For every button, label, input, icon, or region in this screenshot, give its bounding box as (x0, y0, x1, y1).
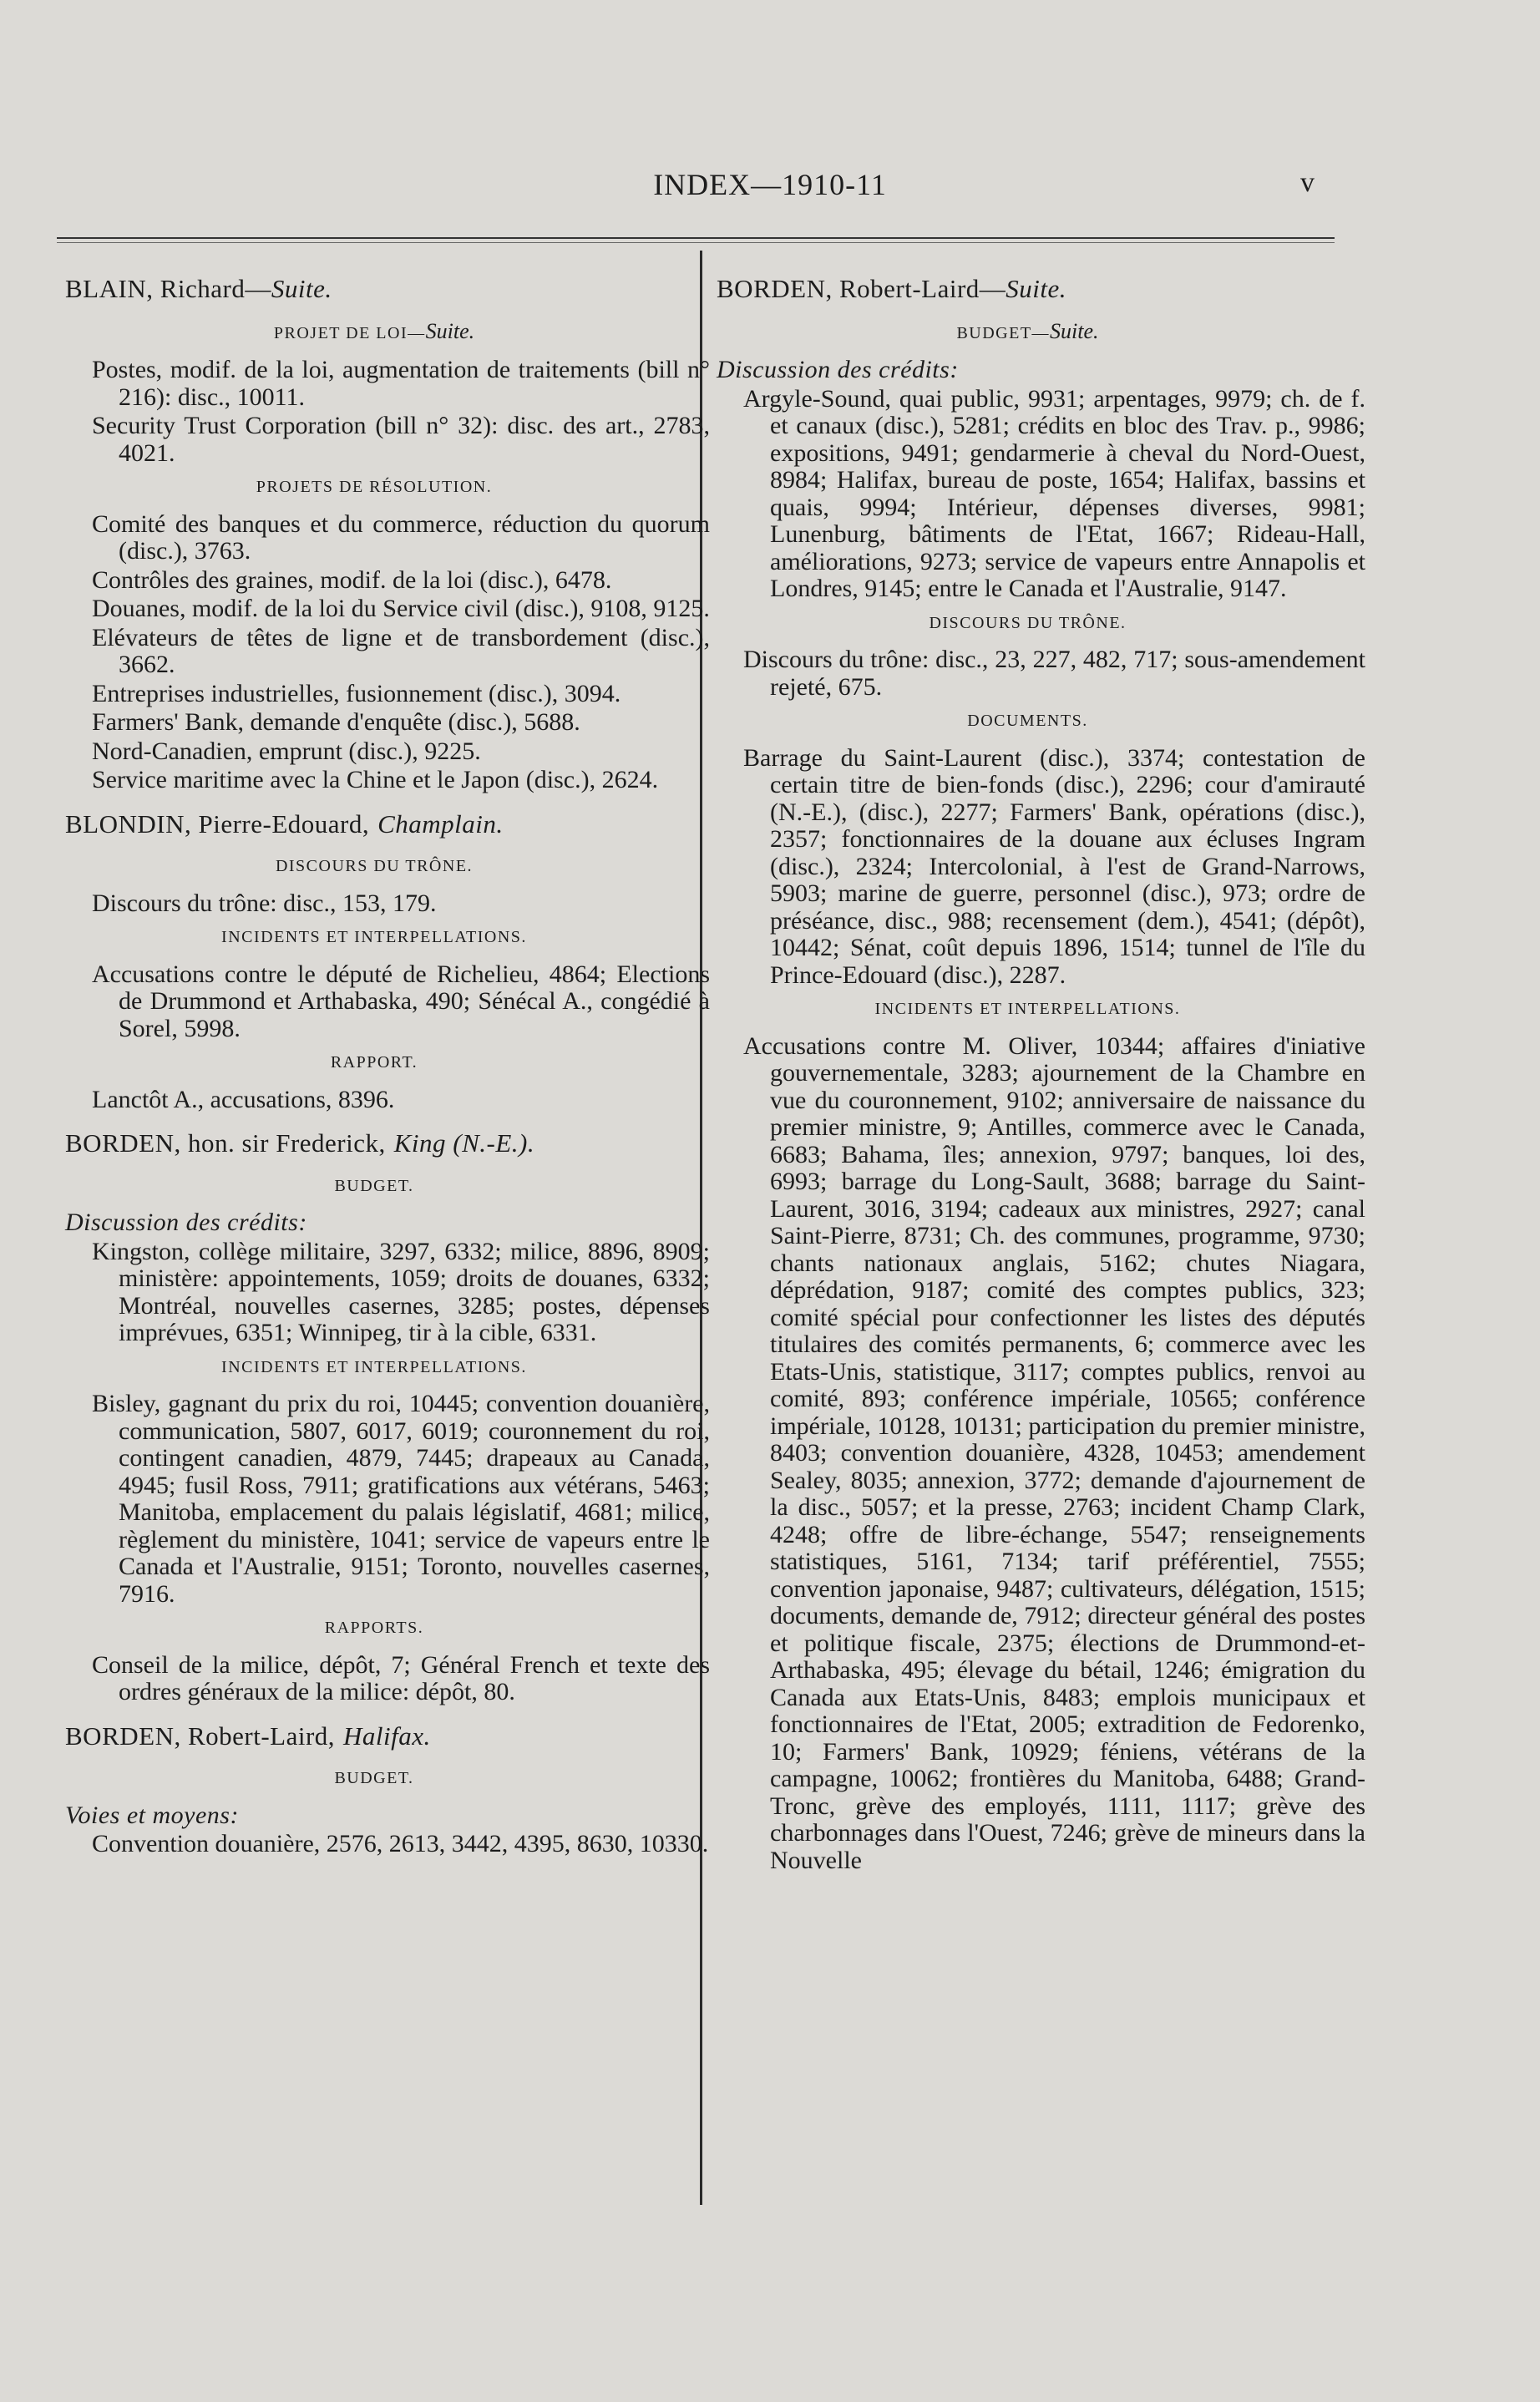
section-heading-documents: DOCUMENTS. (967, 712, 1088, 730)
entry-name-blondin: BLONDIN, Pierre-Edouard, Champlain. (65, 808, 504, 839)
section-heading-budget-suite: BUDGET—Suite. (956, 318, 1099, 343)
index-entry: Farmers' Bank, demande d'enquête (disc.), 5688. (92, 708, 580, 736)
subheading-discussion-des-credits: Discussion des crédits: (717, 356, 959, 383)
section-heading-incidents: INCIDENTS ET INTERPELLATIONS. (874, 1000, 1181, 1018)
section-heading-incidents: INCIDENTS ET INTERPELLATIONS. (221, 1357, 527, 1376)
index-entry: Bisley, gagnant du prix du roi, 10445; convention douanière, communication, 5807, 6017, 6019; couronnement du roi, contingent canadien, 4879, 7445; drapeaux au Canada, 4945; fusil Ross, 7911; gratifications aux vétérans, 5463; Manitoba, emplacement du palais législatif, 4681; milice, règlement du ministère, 1041; service de vapeurs entre le Canada et l'Australie, 9151; Toronto, nouvelles casernes, 7916. (92, 1390, 710, 1608)
left-column (65, 274, 710, 1860)
index-entry: Discours du trône: disc., 153, 179. (92, 889, 437, 917)
index-entry: Elévateurs de têtes de ligne et de transbordement (disc.), 3662. (92, 623, 710, 678)
subheading-voies-et-moyens: Voies et moyens: (65, 1801, 239, 1829)
page-title: INDEX—1910-11 (653, 168, 887, 201)
index-entry: Conseil de la milice, dépôt, 7; Général French et texte des ordres généraux de la milice: dépôt, 80. (92, 1650, 710, 1705)
index-entry: Discours du trône: disc., 23, 227, 482, 717; sous-amendement rejeté, 675. (743, 646, 1365, 701)
index-entry: Security Trust Corporation (bill n° 32): disc. des art., 2783, 4021. (92, 412, 710, 467)
entry-name-borden-robert-suite: BORDEN, Robert-Laird—Suite. (717, 274, 1067, 303)
section-heading-discours-du-trone: DISCOURS DU TRÔNE. (929, 613, 1127, 632)
header-rule (57, 237, 1335, 243)
subheading-discussion-des-credits: Discussion des crédits: (65, 1209, 307, 1236)
entry-name-borden-robert: BORDEN, Robert-Laird, Halifax. (65, 1720, 431, 1751)
section-heading-rapport: RAPPORT. (330, 1053, 418, 1072)
index-entry: Lanctôt A., accusations, 8396. (92, 1085, 395, 1113)
page-header (0, 167, 1540, 217)
entry-name-blain: BLAIN, Richard—Suite. (65, 274, 332, 303)
index-entry: Argyle-Sound, quai public, 9931; arpentages, 9979; ch. de f. et canaux (disc.), 5281; crédits en bloc des Trav. p., 9986; expositions, 9491; gendarmerie à cheval du Nord-Ouest, 8984; Halifax, bureau de poste, 1654; Halifax, bassins et quais, 9994; Intérieur, dépenses diverses, 9981; Lunenburg, bâtiments de l'Etat, 1667; Rideau-Hall, améliorations, 9273; service de vapeurs entre Annapolis et Londres, 9145; entre le Canada et l'Australie, 9147. (743, 384, 1365, 602)
index-entry: Douanes, modif. de la loi du Service civil (disc.), 9108, 9125. (92, 595, 710, 622)
right-column (717, 274, 1365, 1876)
section-heading-discours-du-trone: DISCOURS DU TRÔNE. (275, 857, 474, 875)
section-heading-budget: BUDGET. (334, 1176, 414, 1195)
index-entry: Comité des banques et du commerce, réduction du quorum (disc.), 3763. (92, 509, 710, 565)
section-heading-rapports: RAPPORTS. (324, 1619, 424, 1637)
index-entry: Barrage du Saint-Laurent (disc.), 3374; contestation de certain titre de bien-fonds (disc.), 2296; cour d'amirauté (N.-E.), (disc.), 2277; Farmers' Bank, opérations (disc.), 2357; fonctionnaires de la douane aux écluses Ingram (disc.), 2324; Intercolonial, à l'est de Grand-Narrows, 5903; marine de guerre, personnel (disc.), 973; ordre de préséance, disc., 988; recensement (dem.), 4541; (dépôt), 10442; Sénat, coût depuis 1896, 1514; tunnel de l'île du Prince-Edouard (disc.), 2287. (743, 743, 1365, 989)
index-entry: Postes, modif. de la loi, augmentation de traitements (bill n° 216): disc., 10011. (92, 356, 710, 411)
section-heading-projet-de-loi: PROJET DE LOI—Suite. (273, 318, 475, 343)
index-entry: Contrôles des graines, modif. de la loi (disc.), 6478. (92, 565, 612, 594)
section-heading-projets-de-resolution: PROJETS DE RÉSOLUTION. (256, 478, 493, 496)
index-entry: Entreprises industrielles, fusionnement (disc.), 3094. (92, 679, 621, 707)
index-entry: Service maritime avec la Chine et le Japon (disc.), 2624. (92, 766, 659, 793)
page-number: v (1300, 167, 1315, 198)
section-heading-budget: BUDGET. (334, 1769, 414, 1787)
section-heading-incidents: INCIDENTS ET INTERPELLATIONS. (221, 928, 527, 946)
index-entry: Accusations contre le député de Richelieu, 4864; Elections de Drummond et Arthabaska, 490; Sénécal A., congédié à Sorel, 5998. (92, 960, 710, 1042)
index-entry: Accusations contre M. Oliver, 10344; affaires d'iniative gouvernementale, 3283; ajournement de la Chambre en vue du couronnement, 9102; anniversaire de naissance du premier ministre, 9; Antilles, commerce avec le Canada, 6683; Bahama, îles; annexion, 9797; banques, loi des, 6993; barrage du Long-Sault, 3688; barrage du Saint-Laurent, 3016, 3194; cadeaux aux ministres, 2927; canal Saint-Pierre, 8731; Ch. des communes, programme, 9730; chants nationaux anglais, 5162; chutes Niagara, déprédation, 9187; comité des comptes publics, 323; comité spécial pour confectionner les listes des députés titulaires des comités permanents, 6; commerce avec les Etats-Unis, statistique, 3117; comptes publics, renvoi au comité, 893; conférence impériale, 10565; conférence impériale, 10128, 10131; participation du premier ministre, 8403; convention douanière, 4328, 10453; amendement Sealey, 8035; annexion, 3772; demande d'ajournement de la disc., 5057; et la presse, 2763; incident Champ Clark, 4248; offre de libre-échange, 5547; renseignements statistiques, 5161, 7134; tarif préférentiel, 7555; convention japonaise, 9487; cultivateurs, délégation, 1515; documents, demande de, 7912; directeur général des postes et politique fiscale, 2375; élections de Drummond-et-Arthabaska, 495; élevage du bétail, 1246; émigration du Canada aux Etats-Unis, 8483; emplois municipaux et fonctionnaires de l'Etat, 2005; extradition de Fedorenko, 10; Farmers' Bank, 10929; féniens, vétérans de la campagne, 10062; frontières du Manitoba, 6488; Grand-Tronc, grève des employés, 1111, 1117; grève des charbonnages dans l'Ouest, 7246; grève de mineurs dans la Nouvelle (743, 1031, 1365, 1874)
entry-name-borden-frederick: BORDEN, hon. sir Frederick, King (N.-E.). (65, 1128, 535, 1158)
index-entry: Kingston, collège militaire, 3297, 6332; milice, 8896, 8909; ministère: appointements, 1059; droits de douanes, 6332; Montréal, nouvelles casernes, 3285; postes, dépenses imprévues, 6351; Winnipeg, tir à la cible, 6331. (92, 1237, 710, 1346)
index-entry: Convention douanière, 2576, 2613, 3442, 4395, 8630, 10330. (92, 1830, 709, 1857)
index-entry: Nord-Canadien, emprunt (disc.), 9225. (92, 737, 481, 765)
